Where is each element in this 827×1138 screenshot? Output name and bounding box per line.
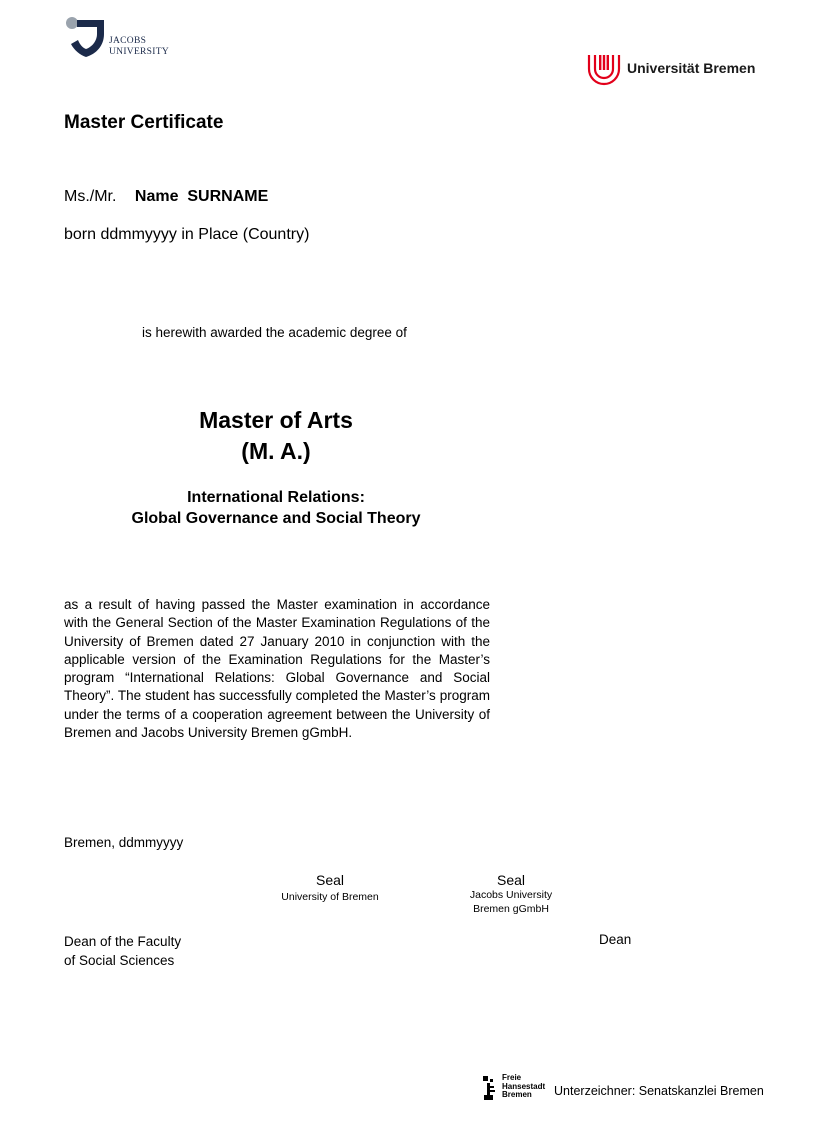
seal-institution-line2: Bremen gGmbH <box>473 903 549 915</box>
seal-university-bremen <box>270 872 390 904</box>
program-title-line1: International Relations: <box>187 489 365 506</box>
seal-label: Seal <box>496 872 526 888</box>
certificate-body-text: as a result of having passed the Master examination in accordance with the General Section of the Master Examination Regulations of the University of Bremen dated 27 January 2010 in conjunction with the applicable version of the Examination Regulations for the Master’s program “International Relations: Global Governance and Social Theory”. The student has successfully completed the Master’s program under the terms of a cooperation agreement between the University of Bremen and Jacobs University Bremen gGmbH. <box>64 597 490 741</box>
degree-name: Master of Arts <box>199 407 353 433</box>
seal-institution-line1: Jacobs University <box>469 889 553 901</box>
document-title: Master Certificate <box>64 112 224 133</box>
freie-hansestadt-text <box>502 1074 545 1100</box>
fhb-line1: Freie <box>502 1073 522 1082</box>
seal-label: Seal <box>315 872 345 888</box>
jacobs-shield-icon <box>64 16 106 58</box>
bremen-key-icon <box>481 1075 499 1101</box>
signatory-left <box>64 932 181 970</box>
universitaet-bremen-logo <box>586 51 766 89</box>
seal-institution: University of Bremen <box>281 891 379 903</box>
signatory-left-line2: of Social Sciences <box>64 953 175 968</box>
recipient-name: Name SURNAME <box>134 188 269 205</box>
footer <box>481 1073 781 1103</box>
seal-jacobs-university <box>455 872 567 916</box>
degree-abbreviation: (M. A.) <box>241 438 311 464</box>
fhb-line3: Bremen <box>502 1090 532 1099</box>
jacobs-logo-line1: JACOBS <box>109 36 147 46</box>
bremen-u-icon <box>586 51 622 87</box>
awarded-statement: is herewith awarded the academic degree of <box>142 325 407 340</box>
salutation: Ms./Mr. <box>64 188 117 205</box>
signatory-right: Dean <box>599 932 632 947</box>
signer-note: Unterzeichner: Senatskanzlei Bremen <box>554 1084 764 1098</box>
place-date: Bremen, ddmmyyyy <box>64 835 184 850</box>
jacobs-logo-line2: UNIVERSITY <box>109 47 169 57</box>
bremen-logo-text: Universität Bremen <box>627 60 756 76</box>
fhb-line2: Hansestadt <box>502 1081 546 1091</box>
signatory-left-line1: Dean of the Faculty <box>64 934 182 949</box>
recipient-line <box>64 188 268 206</box>
birth-info: born ddmmyyyy in Place (Country) <box>64 226 310 243</box>
jacobs-university-logo <box>64 16 184 62</box>
program-title-line2: Global Governance and Social Theory <box>131 510 421 527</box>
